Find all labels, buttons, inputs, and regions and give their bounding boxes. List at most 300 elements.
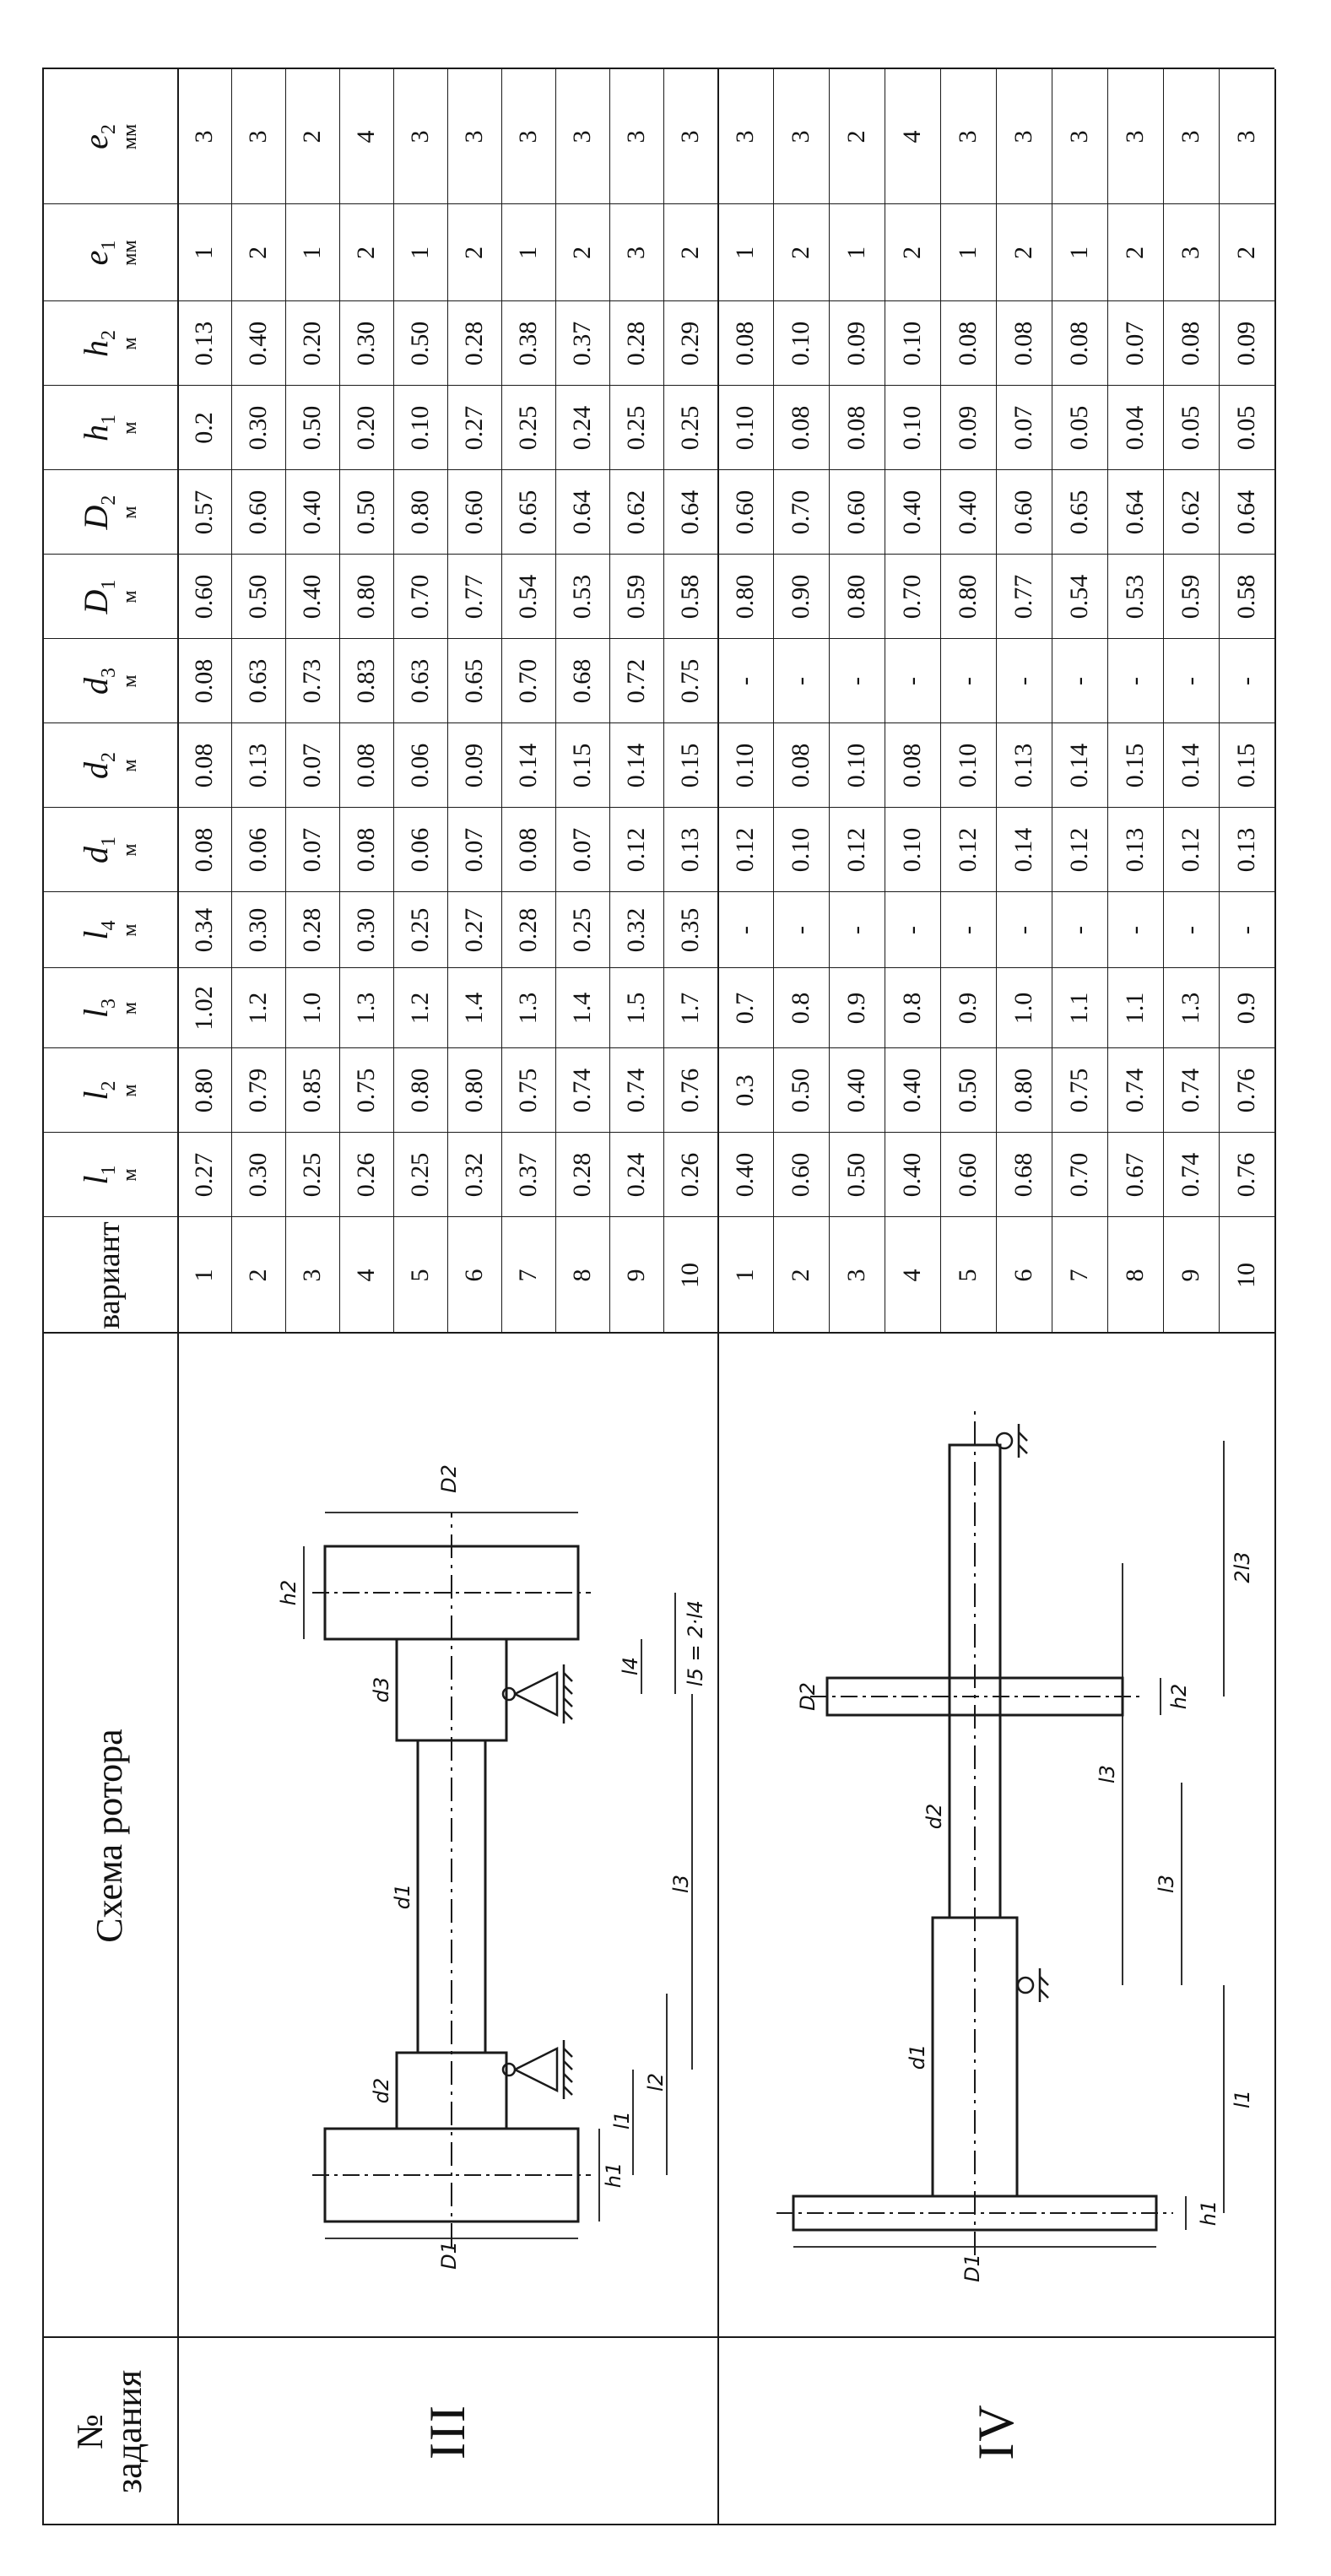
table-cell: 0.75 [676,658,704,704]
table-cell: 0.76 [676,1068,704,1113]
table-cell: 0.05 [1177,405,1204,451]
column-header-l1 [42,1133,177,1217]
column-symbol: $e_1$ [76,240,120,266]
label-d1-III: d1 [391,1883,414,1910]
table-cell: 0.8 [787,992,814,1025]
table-cell: 0.08 [190,827,218,873]
table-cell: 1.4 [568,992,596,1025]
table-cell: 0.27 [190,1152,218,1198]
table-cell: 3 [244,130,272,143]
table-cell: 1.1 [1065,992,1093,1025]
column-header-h1 [42,386,177,470]
table-cell: 0.09 [1232,321,1260,366]
table-cell: 0.54 [514,574,542,620]
table-cell: 2 [842,130,870,143]
table-cell: 0.08 [514,827,542,873]
variant-cell: 2 [787,1269,814,1282]
table-cell: 0.30 [244,405,272,451]
variant-cell: 5 [406,1269,434,1282]
table-cell: 0.08 [190,743,218,788]
table-cell: 4 [898,130,926,143]
table-cell: 0.60 [842,490,870,535]
table-cell: 3 [954,130,982,143]
table-cell: 1.4 [460,992,488,1025]
table-cell: 0.54 [1065,574,1093,620]
table-cell: 3 [787,130,814,143]
table-cell: 0.70 [898,574,926,620]
table-cell: 0.9 [842,992,870,1025]
table-cell: 0.76 [1232,1152,1260,1198]
table-cell: 1.3 [1177,992,1204,1025]
table-cell: 0.60 [954,1152,982,1198]
column-unit: м [119,1168,141,1182]
table-cell: - [1009,926,1037,934]
table-cell: - [898,926,926,934]
table-cell: - [787,926,814,934]
table-cell: 0.50 [954,1068,982,1113]
table-cell: 0.85 [298,1068,326,1113]
table-cell: 0.07 [460,827,488,873]
table-cell: 0.75 [352,1068,380,1113]
table-cell: 0.09 [954,405,982,451]
table-cell: 0.67 [1121,1152,1149,1198]
table-cell: 3 [1232,130,1260,143]
table-cell: 0.10 [787,827,814,873]
table-cell: 0.40 [842,1068,870,1113]
table-cell: 0.65 [460,658,488,704]
table-cell: 0.53 [568,574,596,620]
table-cell: 0.15 [568,743,596,788]
table-cell: 0.08 [787,743,814,788]
table-cell: 0.10 [406,405,434,451]
table-cell: 1 [731,246,759,259]
table-cell: 0.25 [406,907,434,953]
table-cell: - [842,677,870,685]
table-cell: 0.07 [1121,321,1149,366]
table-cell: 1.0 [298,992,326,1025]
table-cell: 0.07 [298,743,326,788]
table-cell: 2 [676,246,704,259]
table-cell: 0.10 [787,321,814,366]
table-cell: 1 [298,246,326,259]
column-header-e2 [42,69,177,204]
table-cell: 0.64 [1121,490,1149,535]
table-cell: 1.3 [514,992,542,1025]
table-cell: 0.74 [1121,1068,1149,1113]
column-unit: м [119,590,141,603]
table-cell: 0.68 [1009,1152,1037,1198]
label-h2-III: h2 [277,1579,300,1606]
label-h1-IV: h1 [1197,2200,1220,2227]
table-cell: 0.25 [568,907,596,953]
variant-cell: 7 [514,1269,542,1282]
table-cell: 0.90 [787,574,814,620]
table-cell: 0.10 [898,827,926,873]
table-cell: 0.58 [676,574,704,620]
column-symbol: $l_1$ [76,1165,120,1185]
variant-cell: 3 [842,1269,870,1282]
variant-cell: 3 [298,1269,326,1282]
label-D1-IV: D1 [960,2254,984,2282]
table-cell: 0.8 [898,992,926,1025]
table-cell: 0.04 [1121,405,1149,451]
table-cell: 0.50 [352,490,380,535]
table-cell: 0.40 [298,490,326,535]
table-cell: 0.05 [1065,405,1093,451]
table-cell: 0.70 [787,490,814,535]
table-cell: 1.2 [406,992,434,1025]
table-cell: 0.07 [568,827,596,873]
table-cell: 0.13 [676,827,704,873]
label-d3-III: d3 [370,1676,393,1703]
table-cell: 1 [842,246,870,259]
table-cell: 2 [898,246,926,259]
table-cell: 0.80 [731,574,759,620]
header-scheme: Схема ротора [88,1729,130,1943]
table-cell: - [898,677,926,685]
table-cell: 0.76 [1232,1068,1260,1113]
variant-cell: 4 [898,1269,926,1282]
variant-cell: 4 [352,1269,380,1282]
task-number-IV: IV [967,2403,1024,2460]
table-cell: 3 [622,130,650,143]
table-cell: 1.0 [1009,992,1037,1025]
table-cell: 0.26 [352,1152,380,1198]
label-d2-IV: d2 [923,1803,946,1830]
table-cell: 0.77 [1009,574,1037,620]
table-cell: 0.50 [244,574,272,620]
table-cell: 0.10 [731,743,759,788]
column-header-D1 [42,555,177,639]
variant-cell: 9 [622,1269,650,1282]
table-cell: 0.77 [460,574,488,620]
table-cell: 0.13 [1009,743,1037,788]
table-cell: 0.40 [244,321,272,366]
variant-cell: 6 [460,1269,488,1282]
table-cell: 0.7 [731,992,759,1025]
table-cell: 3 [460,130,488,143]
column-unit: м [119,923,141,937]
table-cell: 0.06 [244,827,272,873]
column-symbol: $l_2$ [76,1080,120,1101]
table-cell: - [1232,926,1260,934]
table-cell: 0.24 [622,1152,650,1198]
table-cell: - [1065,926,1093,934]
table-cell: - [1121,677,1149,685]
table-cell: 0.14 [1177,743,1204,788]
column-header-h2 [42,301,177,386]
table-cell: 0.79 [244,1068,272,1113]
column-symbol: $d_3$ [76,668,120,695]
column-unit: м [119,759,141,772]
table-cell: 0.08 [731,321,759,366]
table-cell: 0.14 [1065,743,1093,788]
table-cell: 0.62 [622,490,650,535]
table-cell: 1.2 [244,992,272,1025]
table-cell: 0.65 [1065,490,1093,535]
table-cell: 0.80 [954,574,982,620]
table-cell: 0.40 [898,1152,926,1198]
column-header-l2 [42,1048,177,1133]
table-cell: 0.80 [842,574,870,620]
table-cell: 0.26 [676,1152,704,1198]
label-2l3-IV: 2l3 [1231,1551,1254,1583]
table-cell: 0.25 [514,405,542,451]
label-l3-III: l3 [669,1875,693,1893]
table-cell: 0.08 [954,321,982,366]
table-cell: 0.38 [514,321,542,366]
table-cell: 0.53 [1121,574,1149,620]
variant-cell: 10 [676,1263,704,1288]
table-cell: 2 [787,246,814,259]
table-cell: 0.2 [190,412,218,444]
table-cell: 0.58 [1232,574,1260,620]
table-cell: 0.60 [460,490,488,535]
table-cell: 0.40 [731,1152,759,1198]
table-cell: 0.59 [1177,574,1204,620]
table-cell: 2 [244,246,272,259]
table-cell: 1.7 [676,992,704,1025]
column-symbol: $d_1$ [76,836,120,863]
table-cell: 0.08 [842,405,870,451]
table-cell: 0.14 [514,743,542,788]
table-cell: 0.60 [190,574,218,620]
table-cell: 0.27 [460,907,488,953]
table-cell: 0.08 [352,743,380,788]
variant-cell: 10 [1232,1263,1260,1288]
table-cell: 0.05 [1232,405,1260,451]
table-cell: 0.64 [568,490,596,535]
table-cell: 0.28 [622,321,650,366]
table-cell: 1 [954,246,982,259]
column-header-d2 [42,723,177,808]
column-symbol: $l_4$ [76,920,120,940]
table-cell: 0.12 [1177,827,1204,873]
table-cell: 0.20 [352,405,380,451]
table-cell: 0.37 [514,1152,542,1198]
table-cell: 2 [568,246,596,259]
table-cell: 0.64 [1232,490,1260,535]
table-cell: 0.06 [406,827,434,873]
table-cell: 0.40 [954,490,982,535]
table-cell: 1 [1065,246,1093,259]
table-cell: 1.5 [622,992,650,1025]
column-symbol: $D_1$ [76,579,120,614]
table-cell: 0.25 [676,405,704,451]
table-cell: 0.10 [731,405,759,451]
table-cell: 0.12 [622,827,650,873]
rotor-scheme-IV [726,1344,1266,2323]
table-cell: 0.80 [406,490,434,535]
table-cell: 3 [190,130,218,143]
table-cell: 0.08 [190,658,218,704]
table-cell: 0.13 [1232,827,1260,873]
label-l1-IV: l1 [1231,2090,1254,2108]
header-variant: вариант [91,1221,127,1329]
column-unit: мм [119,123,141,150]
table-cell: 0.32 [460,1152,488,1198]
table-cell: - [1177,677,1204,685]
table-cell: 0.80 [460,1068,488,1113]
table-cell: - [842,926,870,934]
table-cell: 1.1 [1121,992,1149,1025]
column-unit: м [119,421,141,435]
table-cell: 0.50 [406,321,434,366]
grid-line-horizontal [1274,69,1276,2525]
table-cell: 0.40 [298,574,326,620]
column-header-d3 [42,639,177,723]
table-cell: 0.08 [1009,321,1037,366]
table-cell: 0.10 [898,321,926,366]
table-cell: 0.64 [676,490,704,535]
label-l4-III: l4 [619,1657,642,1675]
table-cell: - [731,677,759,685]
table-cell: 0.10 [842,743,870,788]
label-l3a-IV: l3 [1155,1875,1178,1893]
variant-cell: 6 [1009,1269,1037,1282]
table-cell: 0.30 [352,321,380,366]
table-cell: 2 [1009,246,1037,259]
table-cell: 0.30 [244,907,272,953]
variant-cell: 2 [244,1269,272,1282]
table-cell: 0.27 [460,405,488,451]
column-header-l4 [42,892,177,968]
variant-cell: 7 [1065,1269,1093,1282]
label-l1-III: l1 [610,2111,634,2130]
variant-cell: 8 [568,1269,596,1282]
table-cell: 0.13 [1121,827,1149,873]
table-cell: 0.09 [460,743,488,788]
label-l3b-IV: l3 [1096,1765,1119,1783]
table-cell: 0.40 [898,490,926,535]
rotor-scheme-III [186,1344,709,2323]
label-D2-III: D2 [437,1464,461,1493]
column-unit: мм [119,240,141,266]
table-cell: 0.72 [622,658,650,704]
table-cell: 0.9 [1232,992,1260,1025]
table-cell: - [1177,926,1204,934]
table-cell: - [954,926,982,934]
table-cell: - [1065,677,1093,685]
table-cell: 0.60 [787,1152,814,1198]
table-cell: 2 [298,130,326,143]
label-d2-III: d2 [370,2077,393,2104]
table-cell: 0.37 [568,321,596,366]
table-cell: 0.15 [1232,743,1260,788]
table-cell: 0.08 [787,405,814,451]
variant-cell: 8 [1121,1269,1149,1282]
table-cell: 3 [622,246,650,259]
column-unit: м [119,506,141,519]
table-cell: 1 [190,246,218,259]
table-cell: 1 [406,246,434,259]
table-cell: 0.32 [622,907,650,953]
table-cell: 0.50 [842,1152,870,1198]
table-cell: 2 [1232,246,1260,259]
table-cell: 0.28 [298,907,326,953]
column-unit: м [119,1001,141,1015]
table-cell: 2 [1121,246,1149,259]
table-cell: 0.74 [568,1068,596,1113]
table-cell: 0.25 [622,405,650,451]
table-cell: 0.80 [190,1068,218,1113]
table-cell: 0.70 [514,658,542,704]
table-cell: 0.08 [898,743,926,788]
table-cell: 3 [1009,130,1037,143]
column-unit: м [119,843,141,857]
table-cell: 0.08 [1065,321,1093,366]
table-cell: 0.28 [514,907,542,953]
column-symbol: $h_1$ [76,414,120,441]
table-cell: 0.13 [244,743,272,788]
table-cell: 0.15 [676,743,704,788]
table-cell: 0.25 [298,1152,326,1198]
table-cell: 0.63 [244,658,272,704]
table-cell: 0.14 [1009,827,1037,873]
table-cell: - [731,926,759,934]
table-cell: 3 [568,130,596,143]
table-cell: 3 [731,130,759,143]
table-cell: 0.74 [1177,1152,1204,1198]
support-2-III [503,1664,572,1724]
table-cell: 3 [1177,246,1204,259]
table-cell: 0.34 [190,907,218,953]
header-task-no: № задания [68,2369,149,2494]
table-cell: 0.83 [352,658,380,704]
variant-cell: 1 [731,1269,759,1282]
table-cell: 0.57 [190,490,218,535]
table-cell: 0.70 [1065,1152,1093,1198]
table-cell: 0.80 [352,574,380,620]
label-l5-III: l5 = 2·l4 [684,1599,707,1687]
table-cell: 0.25 [406,1152,434,1198]
table-cell: 0.60 [731,490,759,535]
table-cell: - [787,677,814,685]
label-l2-III: l2 [644,2073,668,2092]
table-cell: - [1232,677,1260,685]
table-cell: 0.68 [568,658,596,704]
table-cell: 0.13 [190,321,218,366]
table-cell: 3 [406,130,434,143]
variant-cell: 1 [190,1269,218,1282]
table-cell: 3 [1177,130,1204,143]
table-cell: 0.15 [1121,743,1149,788]
table-cell: - [1009,677,1037,685]
table-cell: 0.80 [406,1068,434,1113]
label-D1-III: D1 [437,2241,461,2270]
table-cell: 2 [352,246,380,259]
table-cell: 1.02 [190,986,218,1031]
table-cell: 0.07 [1009,405,1037,451]
column-header-d1 [42,808,177,892]
table-cell: 0.35 [676,907,704,953]
table-cell: 0.07 [298,827,326,873]
table-cell: 0.9 [954,992,982,1025]
table-cell: - [1121,926,1149,934]
table-cell: 0.40 [898,1068,926,1113]
variant-cell: 9 [1177,1269,1204,1282]
table-cell: 0.28 [460,321,488,366]
table-cell: 0.09 [842,321,870,366]
table-cell: 0.08 [1177,321,1204,366]
table-cell: 3 [514,130,542,143]
table-cell: 0.20 [298,321,326,366]
table-cell: 0.28 [568,1152,596,1198]
variant-cell: 5 [954,1269,982,1282]
column-unit: м [119,337,141,350]
table-cell: 0.50 [298,405,326,451]
column-symbol: $l_3$ [76,998,120,1019]
